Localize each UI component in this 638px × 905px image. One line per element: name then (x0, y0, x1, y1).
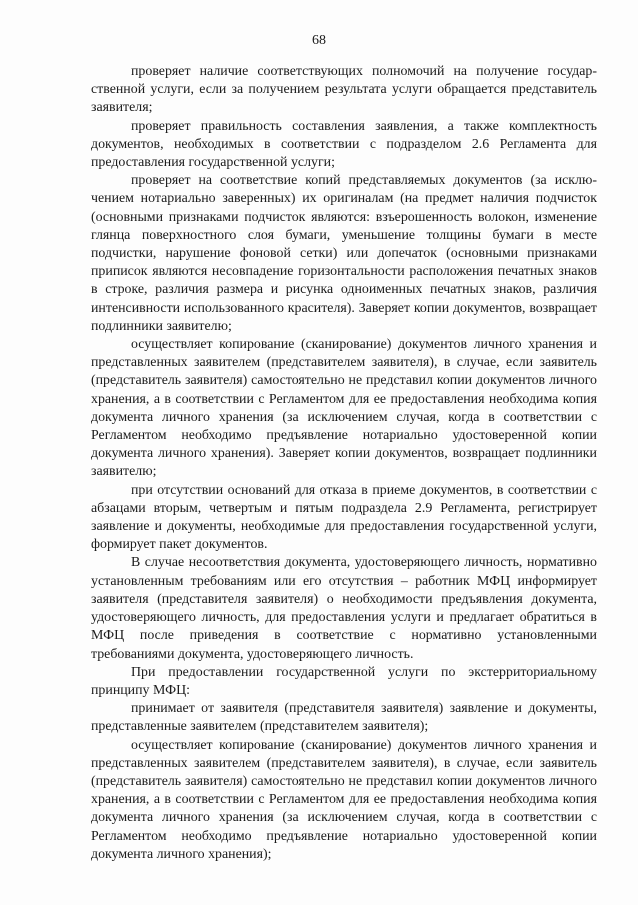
paragraph: осуществляет копирование (сканирование) документов личного хранения и представленных заявителем (представителем заявителя), в случае, если заявитель (представитель заявителя) самостоятельно не представил копии документов личного хранения, а в соответствии с Регламентом для ее предоставления необходима копия документа личного хранения (за исключением случая, когда в соответствии с Регламентом необходимо предъявление нотариально удостоверенной копии документа личного хранения); (91, 737, 597, 862)
paragraph: принимает от заявителя (представителя заявителя) заявление и документы, представленные заявителем (представителем заявителя); (91, 701, 597, 735)
body-text (91, 63, 597, 864)
paragraph: осуществляет копирование (сканирование) документов личного хранения и представленных заявителем (представителем заявителя), в случае, если заявитель (представитель заявителя) самостоятельно не представил копии документов личного хранения, а в соответствии с Регламентом для ее предоставления необходима копия документа личного хранения (за исключением случая, когда в соответствии с Регламентом необходимо предъявление нотариально удостоверенной копии документа личного хранения). Заверяет копии документов, возвращает подлинники заявителю; (91, 337, 597, 480)
paragraph: проверяет на соответствие копий представляемых документов (за исключением нотариально заверенных) их оригиналам (на предмет наличия подчисток (основными признаками подчисток являются: взъерошенность волокон, изменение глянца поверхностного слоя бумаги, уменьшение толщины бумаги в месте подчистки, нарушение фоновой сетки) или допечаток (основными признаками приписок являются несовпадение горизонтальности расположения печатных знаков в строке, различия размера и рисунка одноименных печатных знаков, различия интенсивности использованного красителя). Заверяет копии документов, возвращает подлинники заявителю; (91, 173, 597, 334)
paragraph: проверяет правильность составления заявления, а также комплектность документов, необходимых в соответствии с подразделом 2.6 Регламента для предоставления государственной услуги; (91, 118, 597, 171)
paragraph: В случае несоответствия документа, удостоверяющего личность, нормативно установленным требованиям или его отсутствия – работник МФЦ информирует заявителя (представителя заявителя) о необходимости предъявления документа, удостоверяющего личность, для предоставления услуги и предлагает обратиться в МФЦ после приведения в соответствие с нормативно установленными требованиями документа, удостоверяющего личность. (91, 555, 597, 662)
page-number: 68 (312, 33, 326, 48)
paragraph: при отсутствии оснований для отказа в приеме документов, в соответствии с абзацами вторым, четвертым и пятым подраздела 2.9 Регламента, регистрирует заявление и документы, необходимые для предоставления государственной услуги, формирует пакет документов. (91, 482, 597, 553)
paragraph: При предоставлении государственной услуги по экстерриториальному принципу МФЦ: (91, 664, 597, 698)
paragraph: проверяет наличие соответствующих полномочий на получение государственной услуги, если за получением результата услуги обращается представитель заявителя; (91, 64, 597, 116)
